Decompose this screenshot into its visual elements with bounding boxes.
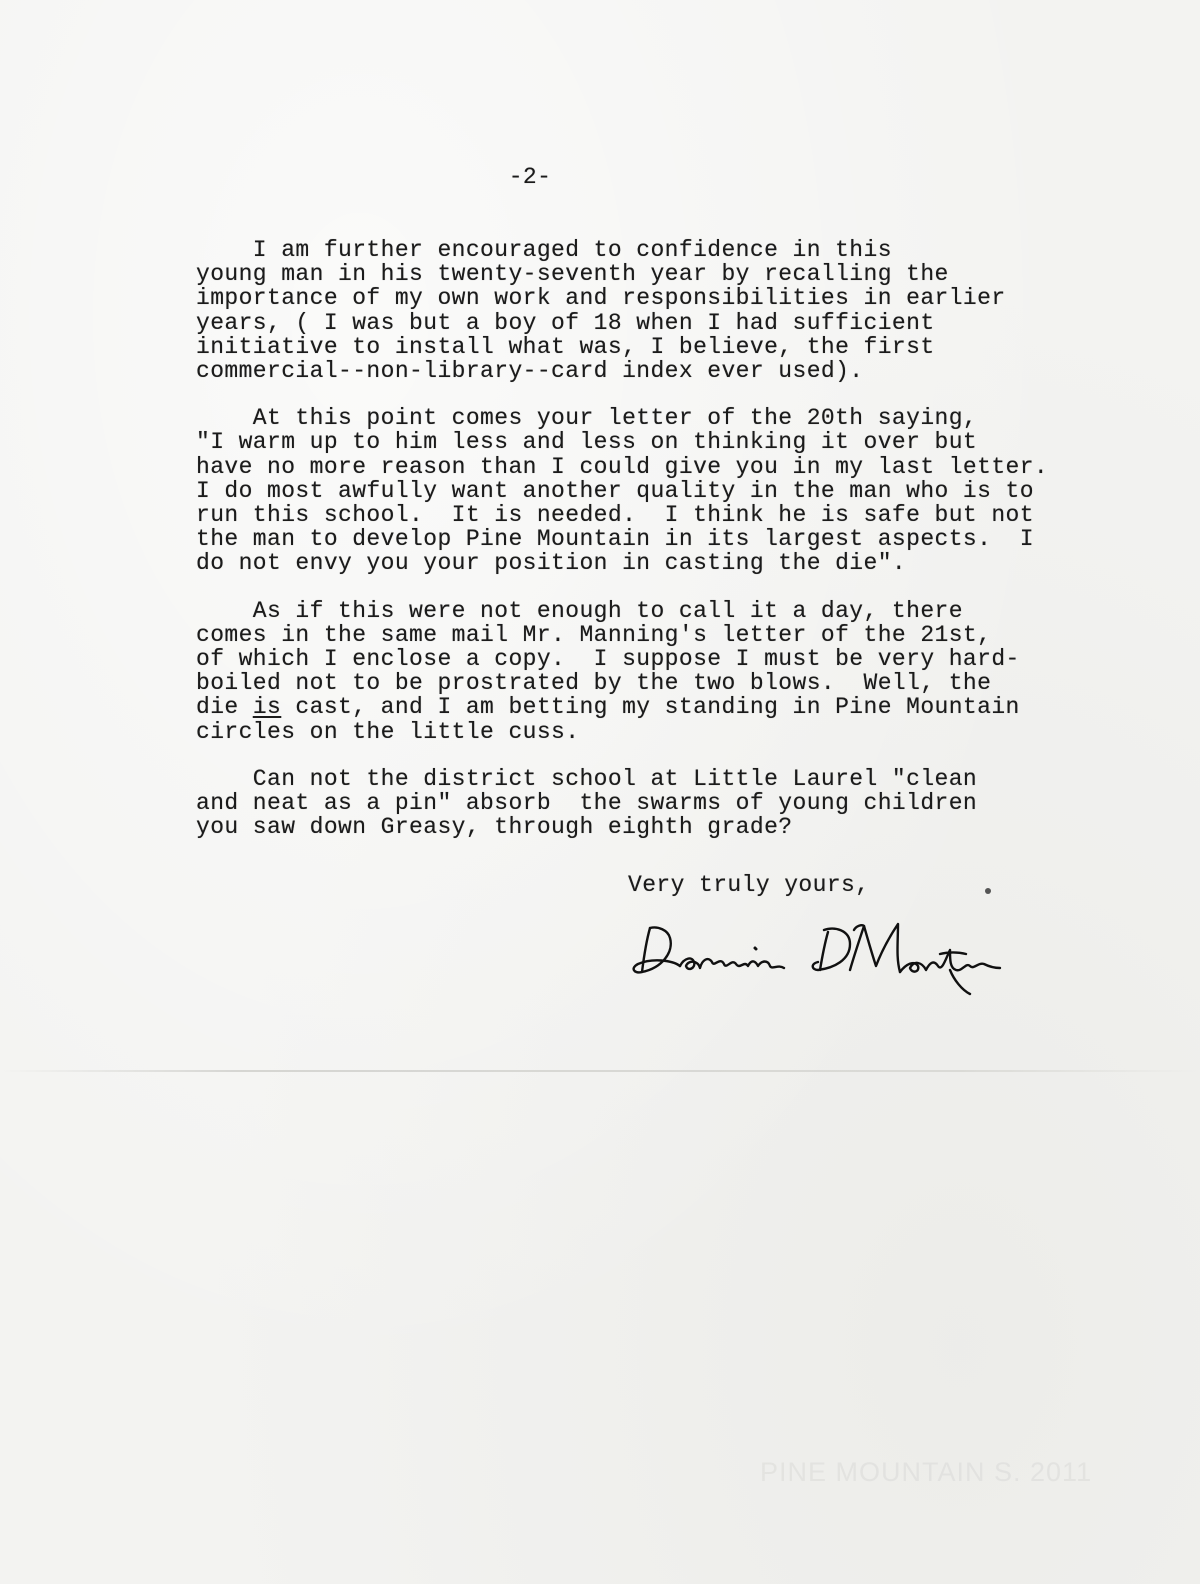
text-line: initiative to install what was, I believe, the first bbox=[196, 333, 935, 360]
text-line: At this point comes your letter of the 20th saying, bbox=[196, 405, 978, 432]
text-line: have no more reason than I could give you in my last letter. bbox=[196, 453, 1049, 480]
ink-dot bbox=[985, 888, 991, 894]
text-line: of which I enclose a copy. I suppose I must be very hard- bbox=[196, 646, 1020, 673]
text-line: As if this were not enough to call it a day, there bbox=[196, 597, 963, 624]
text-line: boiled not to be prostrated by the two blows. Well, the bbox=[196, 670, 992, 697]
archive-watermark: PINE MOUNTAIN S. 2011 bbox=[760, 1457, 1093, 1487]
underlined-word: is bbox=[252, 694, 282, 721]
text-line: commercial--non-library--card index ever used). bbox=[196, 358, 864, 385]
text-line: comes in the same mail Mr. Manning's letter of the 21st, bbox=[196, 621, 992, 648]
text-line: importance of my own work and responsibilities in earlier bbox=[196, 285, 1006, 312]
text-line: young man in his twenty-seventh year by recalling the bbox=[196, 261, 949, 288]
text-before-underline: die bbox=[196, 694, 253, 721]
text-line: years, ( I was but a boy of 18 when I had sufficient bbox=[196, 309, 935, 336]
paragraph-1 bbox=[196, 238, 1076, 383]
text-line: and neat as a pin" absorb the swarms of young children bbox=[196, 790, 978, 817]
text-line: run this school. It is needed. I think he is safe but not bbox=[196, 502, 1034, 529]
text-line: Can not the district school at Little Laurel "clean bbox=[196, 765, 978, 792]
closing: Very truly yours, bbox=[628, 872, 870, 898]
page-number: -2- bbox=[508, 164, 552, 190]
paragraph-2 bbox=[196, 406, 1076, 575]
letter-body bbox=[196, 238, 1076, 862]
text-after-underline: cast, and I am betting my standing in Pine Mountain bbox=[281, 694, 1020, 721]
text-line: the man to develop Pine Mountain in its largest aspects. I bbox=[196, 526, 1034, 553]
text-line: you saw down Greasy, through eighth grade? bbox=[196, 814, 793, 841]
text-line: I am further encouraged to confidence in this bbox=[196, 237, 892, 263]
text-line: do not envy you your position in casting the die". bbox=[196, 550, 907, 577]
signature-image bbox=[628, 908, 1048, 1008]
paper-fold-line bbox=[0, 1070, 1200, 1072]
text-line: I do most awfully want another quality in the man who is to bbox=[196, 477, 1034, 504]
paragraph-4 bbox=[196, 767, 1076, 840]
text-line: "I warm up to him less and less on thinking it over but bbox=[196, 429, 978, 456]
paragraph-3 bbox=[196, 599, 1076, 744]
text-line-underlined bbox=[196, 695, 1076, 719]
text-line: circles on the little cuss. bbox=[196, 718, 580, 745]
